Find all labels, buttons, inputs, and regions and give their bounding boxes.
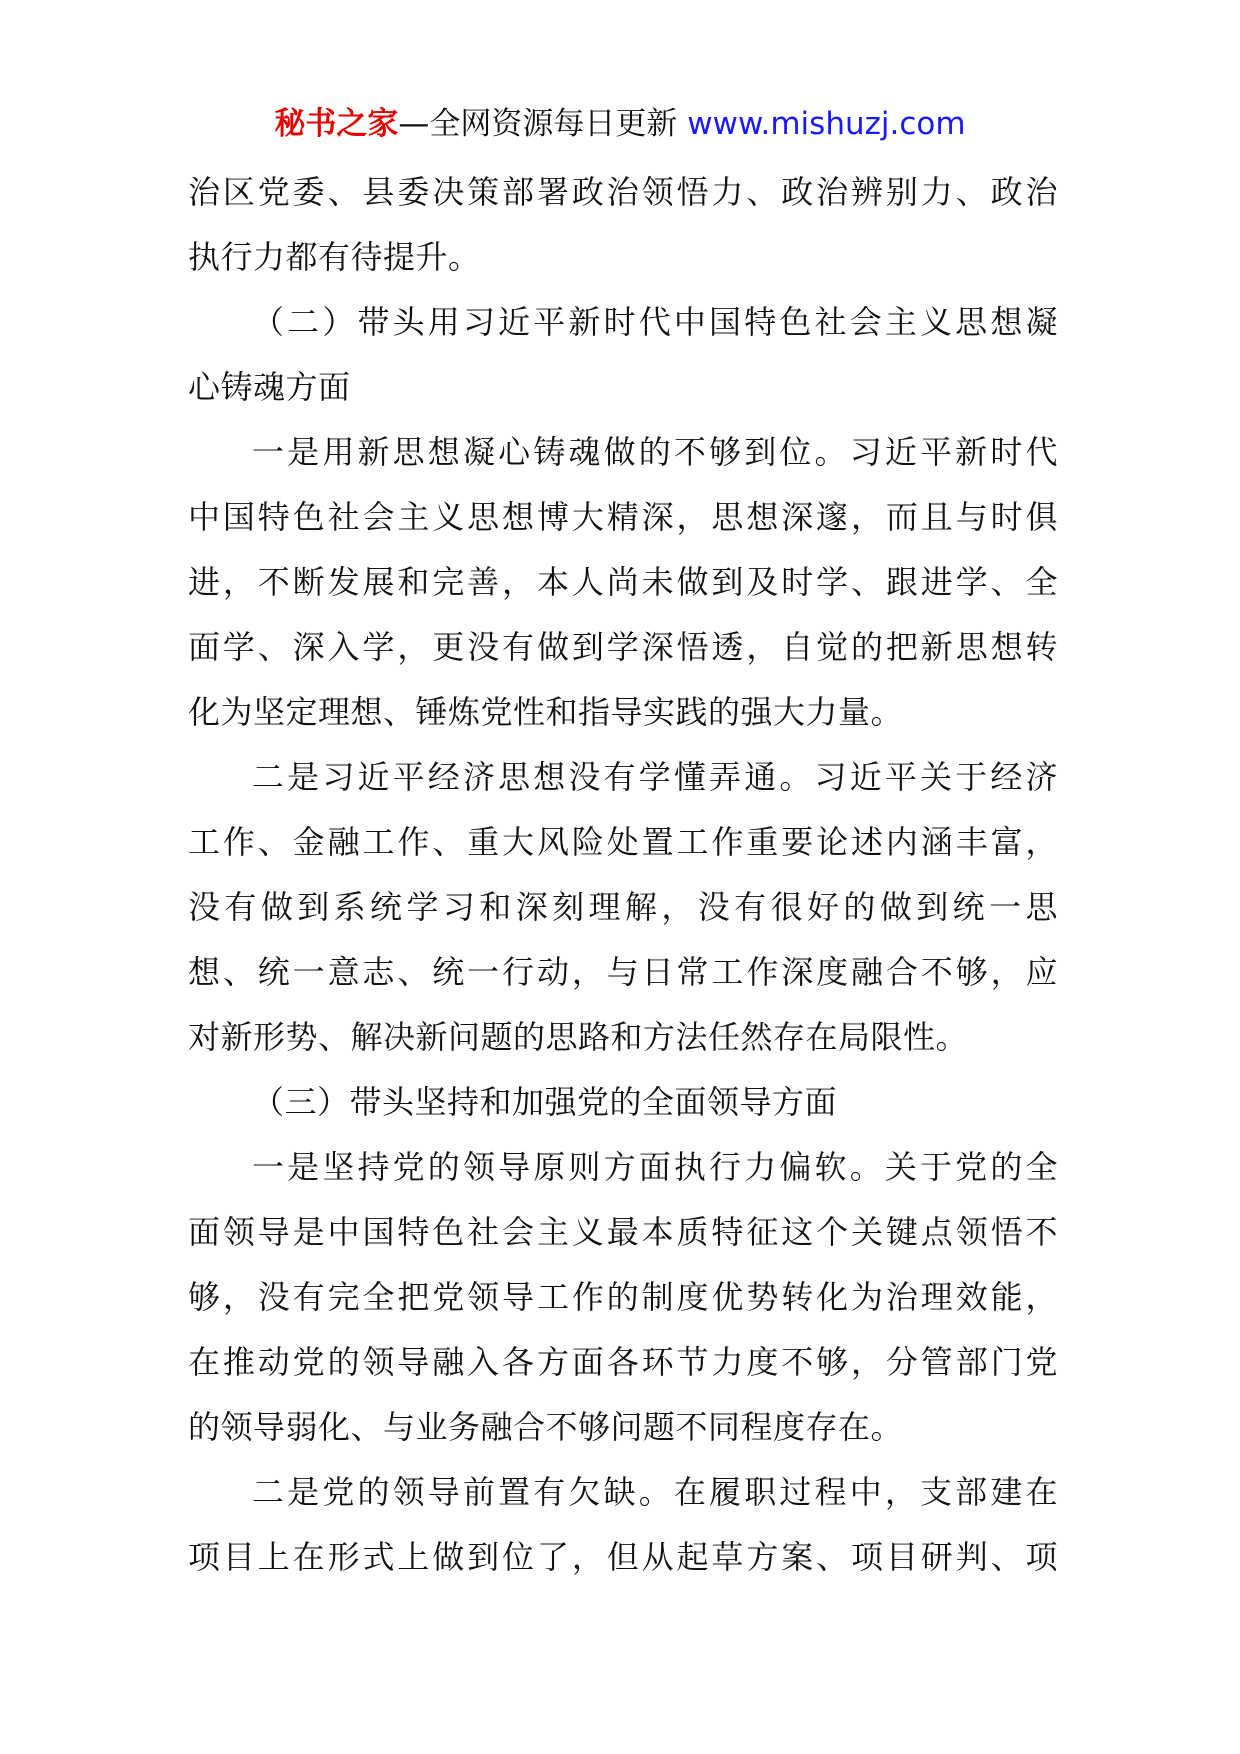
paragraph-line: 一是用新思想凝心铸魂做的不够到位。习近平新时代: [252, 433, 1058, 471]
paragraph-line: 够，没有完全把党领导工作的制度优势转化为治理效能，: [188, 1278, 1058, 1316]
document-body: [188, 160, 1058, 1590]
paragraph-line: 进，不断发展和完善，本人尚未做到及时学、跟进学、全: [188, 563, 1058, 601]
paragraph-line: 工作、金融工作、重大风险处置工作重要论述内涵丰富，: [188, 823, 1058, 861]
site-name: 秘书之家: [274, 106, 399, 142]
paragraph-line: 在推动党的领导融入各方面各环节力度不够，分管部门党: [188, 1343, 1058, 1381]
site-header: [0, 102, 1240, 146]
section-heading-line: （二）带头用习近平新时代中国特色社会主义思想凝: [252, 303, 1058, 341]
paragraph-line: 中国特色社会主义思想博大精深，思想深邃，而且与时俱: [188, 498, 1058, 536]
site-tagline: —全网资源每日更新: [398, 106, 688, 142]
paragraph-line: 项目上在形式上做到位了，但从起草方案、项目研判、项: [188, 1538, 1058, 1576]
paragraph-line: 对新形势、解决新问题的思路和方法任然存在局限性。: [188, 1018, 969, 1056]
section-heading-line: （三）带头坚持和加强党的全面领导方面: [252, 1083, 838, 1121]
paragraph-line: 的领导弱化、与业务融合不够问题不同程度存在。: [188, 1408, 904, 1446]
paragraph-line: 没有做到系统学习和深刻理解，没有很好的做到统一思: [188, 888, 1058, 926]
paragraph-line: 一是坚持党的领导原则方面执行力偏软。关于党的全: [252, 1148, 1058, 1186]
paragraph-line: 面学、深入学，更没有做到学深悟透，自觉的把新思想转: [188, 628, 1058, 666]
paragraph-line: 二是习近平经济思想没有学懂弄通。习近平关于经济: [252, 758, 1058, 796]
paragraph-line: 治区党委、县委决策部署政治领悟力、政治辨别力、政治: [188, 173, 1058, 211]
paragraph-line: 想、统一意志、统一行动，与日常工作深度融合不够，应: [188, 953, 1058, 991]
paragraph-line: 二是党的领导前置有欠缺。在履职过程中，支部建在: [252, 1473, 1058, 1511]
section-heading-line: 心铸魂方面: [188, 368, 351, 406]
paragraph-line: 化为坚定理想、锤炼党性和指导实践的强大力量。: [188, 693, 904, 731]
paragraph-line: 执行力都有待提升。: [188, 238, 481, 276]
site-url-link[interactable]: www.mishuzj.com: [687, 106, 966, 142]
paragraph-line: 面领导是中国特色社会主义最本质特征这个关键点领悟不: [188, 1213, 1058, 1251]
